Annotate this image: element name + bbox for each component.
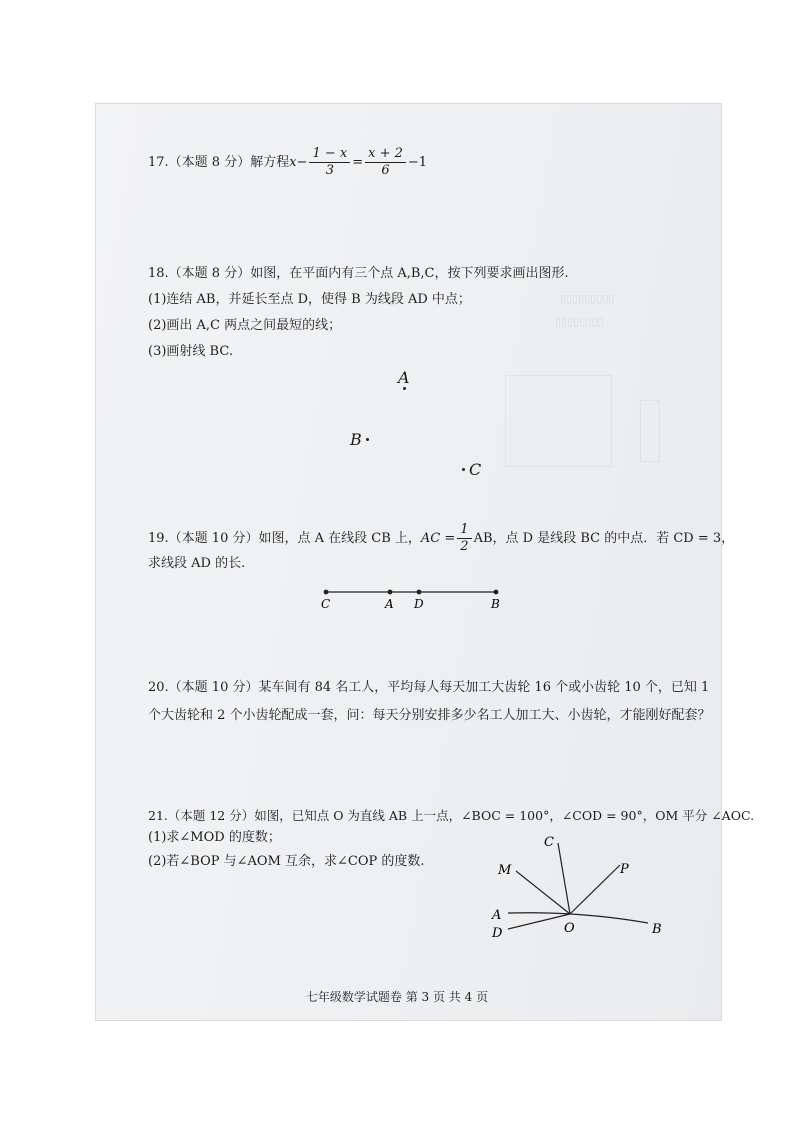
point-c-dot — [462, 468, 465, 471]
label-c: C — [544, 835, 554, 850]
q17-frac2-denominator: 6 — [381, 163, 390, 178]
point-b-dot — [366, 438, 369, 441]
label-d: D — [414, 597, 424, 611]
q19-fraction — [457, 522, 471, 555]
q19-line-2: 求线段 AD 的长. — [148, 556, 246, 571]
point-b-dot — [494, 590, 499, 595]
question-17 — [148, 146, 427, 179]
q17-fraction-2 — [365, 146, 406, 179]
line-ab — [508, 913, 648, 923]
q20-line-1: 20.（本题 10 分）某车间有 84 名工人，平均每人每天加工大齿轮 16 个或小齿轮 10 个，已知 1 — [148, 680, 710, 695]
q17-frac1-numerator: 1 − x — [309, 146, 350, 163]
label-o: O — [564, 921, 575, 936]
bleed-through-box — [505, 375, 612, 467]
q17-x: x — [289, 155, 297, 170]
q20-line-2: 个大齿轮和 2 个小齿轮配成一套，问：每天分别安排多少名工人加工大、小齿轮，才能刚好配套？ — [148, 708, 711, 723]
q17-frac1-denominator: 3 — [325, 163, 334, 178]
label-p: P — [620, 862, 629, 877]
q17-fraction-1 — [309, 146, 350, 179]
label-b: B — [652, 922, 662, 937]
label-a: A — [385, 597, 394, 611]
q17-prefix: 17.（本题 8 分）解方程 — [148, 155, 290, 170]
page-footer: 七年级数学试题卷 第 3 页 共 4 页 — [305, 990, 489, 1004]
q19-ac: AC = — [420, 531, 456, 546]
point-c-dot — [324, 590, 329, 595]
q19-frac-numerator: 1 — [457, 522, 471, 539]
q19-part-1: 19.（本题 10 分）如图，点 A 在线段 CB 上， — [148, 531, 421, 546]
q19-part-2: AB，点 D 是线段 BC 的中点．若 CD = 3， — [473, 531, 735, 546]
bleed-through-text: ▯▯▯▯▯▯▯▯▯ — [560, 292, 615, 305]
label-b: B — [491, 597, 500, 611]
point-d-dot — [417, 590, 422, 595]
ray-om — [516, 871, 570, 914]
q17-tail: −1 — [407, 155, 428, 170]
q21-item-2: (2)若∠BOP 与∠AOM 互余，求∠COP 的度数. — [148, 854, 425, 869]
ray-oc — [558, 843, 570, 914]
q17-minus: − — [296, 155, 308, 170]
bleed-through-box — [640, 400, 660, 462]
point-b-label: B — [350, 430, 362, 449]
label-m: M — [498, 863, 512, 878]
q21-item-1: (1)求∠MOD 的度数； — [148, 830, 281, 845]
q18-item-1: (1)连结 AB，并延长至点 D，使得 B 为线段 AD 中点； — [148, 292, 471, 307]
bleed-through-text: ▯▯▯▯▯▯▯▯ — [555, 315, 604, 328]
q19-frac-denominator: 2 — [460, 539, 469, 554]
q18-title: 18.（本题 8 分）如图，在平面内有三个点 A,B,C，按下列要求画出图形. — [148, 266, 569, 281]
segment-figure — [310, 582, 510, 612]
ray-od — [508, 914, 570, 929]
label-a: A — [492, 908, 502, 923]
point-a-label: A — [398, 368, 410, 387]
ray-op — [570, 865, 620, 914]
q18-item-2: (2)画出 A,C 两点之间最短的线； — [148, 318, 342, 333]
q18-item-3: (3)画射线 BC. — [148, 344, 233, 359]
q21-title: 21.（本题 12 分）如图，已知点 O 为直线 AB 上一点，∠BOC = 100°，∠COD = 90°，OM 平分 ∠AOC. — [148, 808, 755, 823]
angle-figure — [480, 825, 670, 940]
label-d: D — [492, 926, 503, 940]
label-c: C — [321, 597, 331, 611]
q17-frac2-numerator: x + 2 — [365, 146, 406, 163]
point-c-label: C — [469, 460, 482, 479]
question-19-line-1 — [148, 522, 734, 555]
point-a-dot — [403, 387, 406, 390]
point-a-dot — [388, 590, 393, 595]
q17-equals: = — [352, 155, 364, 170]
